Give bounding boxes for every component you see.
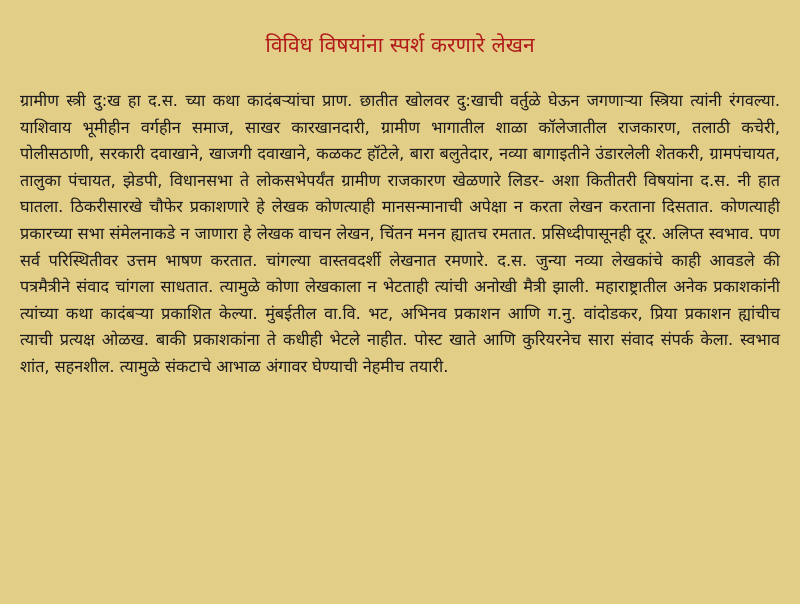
body-paragraph: ग्रामीण स्त्री दु:ख हा द.स. च्या कथा कादंबऱ्यांचा प्राण. छातीत खोलवर दु:खाची वर्तुळे घेऊन जगणाऱ्या स्त्रिया त्यांनी रंगवल्या. याशिवाय भूमीहीन वर्गहीन समाज, साखर कारखानदारी, ग्रामीण भागातील शाळा कॉलेजातील राजकारण, तलाठी कचेरी, पोलीसठाणी, सरकारी दवाखाने, खाजगी दवाखाने, कळकट हॉटेले, बारा बलुतेदार, नव्या बागाइतीने उंडारलेली शेतकरी, ग्रामपंचायत, तालुका पंचायत, झेडपी, विधानसभा ते लोकसभेपर्यंत ग्रामीण राजकारण खेळणारे लिडर- अशा कितीतरी विषयांना द.स. नी हात घातला. ठिकरीसारखे चौफेर प्रकाशणारे हे लेखक कोणत्याही मानसन्मानाची अपेक्षा न करता लेखन करताना दिसतात. कोणत्याही प्रकारच्या सभा संमेलनाकडे न जाणारा हे लेखक वाचन लेखन, चिंतन मनन ह्यातच रमतात. प्रसिध्दीपासूनही दूर. अलिप्त स्वभाव. पण सर्व परिस्थितीवर उत्तम भाषण करतात. चांगल्या वास्तवदर्शी लेखनात रमणारे. द.स. जुन्या नव्या लेखकांचे काही आवडले की पत्रमैत्रीने संवाद चांगला साधतात. त्यामुळे कोणा लेखकाला न भेटताही त्यांची अनोखी मैत्री झाली. महाराष्ट्रातील अनेक प्रकाशकांनी त्यांच्या कथा कादंबऱ्या प्रकाशित केल्या. मुंबईतील वा.वि. भट, अभिनव प्रकाशन आणि ग.नु. वांदोडकर, प्रिया प्रकाशन ह्यांचीच त्याची प्रत्यक्ष ओळख. बाकी प्रकाशकांना ते कधीही भेटले नाहीत. पोस्ट खाते आणि कुरियरनेच सारा संवाद संपर्क केला. स्वभाव शांत, सहनशील. त्यामुळे संकटाचे आभाळ अंगावर घेण्याची नेहमीच तयारी. [20,91,780,376]
page-title: विविध विषयांना स्पर्श करणारे लेखन [265,33,535,57]
